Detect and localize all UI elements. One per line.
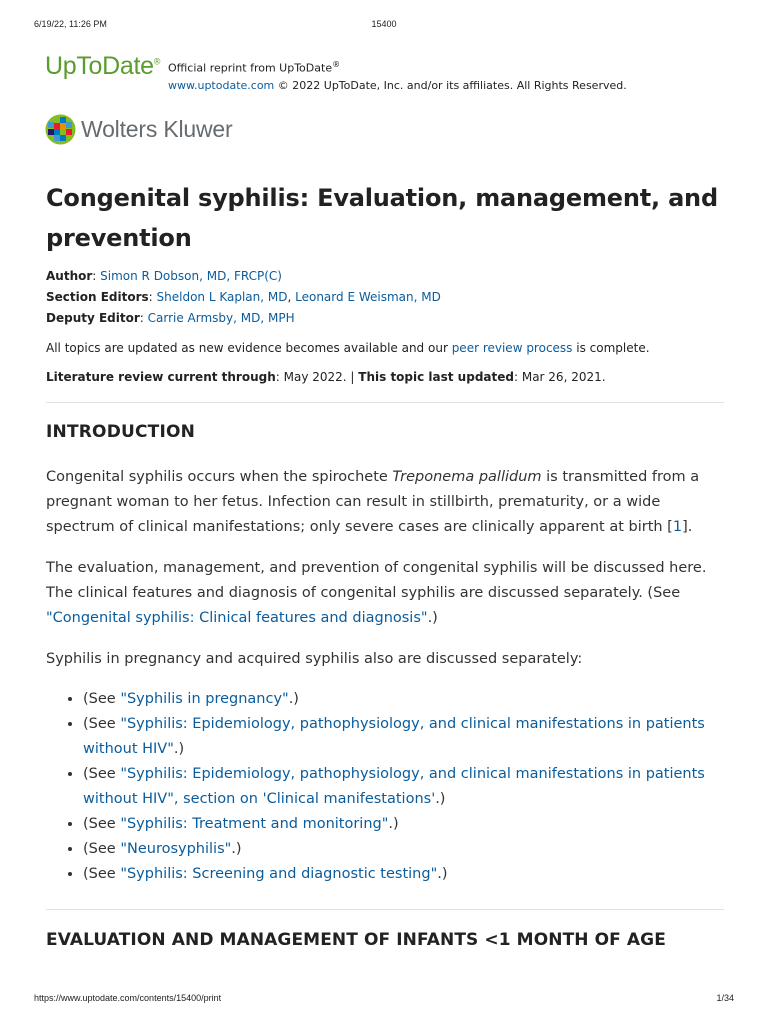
intro-paragraph-2: The evaluation, management, and prevention of congenital syphilis will be discussed here. The clinical features and diagnosis of congenital syphilis are discussed separately. (See "Congenital syphilis: Clinical features and diagnosis".) bbox=[46, 560, 707, 626]
print-footer bbox=[34, 993, 734, 1005]
print-doc-id: 15400 bbox=[371, 19, 397, 29]
section-heading-evaluation: EVALUATION AND MANAGEMENT OF INFANTS <1 MONTH OF AGE bbox=[46, 930, 666, 950]
related-topics-list bbox=[46, 687, 726, 887]
article bbox=[46, 178, 726, 951]
list-item: • (See "Syphilis in pregnancy".) bbox=[83, 687, 726, 712]
topic-link[interactable]: "Syphilis: Epidemiology, pathophysiology, and clinical manifestations in patients without HIV", section on 'Clinical manifestations' bbox=[83, 766, 705, 807]
wolters-kluwer-mosaic-icon bbox=[45, 114, 76, 145]
section-editor-link-2[interactable]: Leonard E Weisman, MD bbox=[295, 290, 441, 304]
topic-link[interactable]: "Syphilis: Treatment and monitoring" bbox=[120, 816, 389, 832]
deputy-editor-line: Deputy Editor: Carrie Armsby, MD, MPH bbox=[46, 311, 295, 325]
page-title: Congenital syphilis: Evaluation, management, and prevention bbox=[46, 184, 718, 252]
intro-paragraph-1: Congenital syphilis occurs when the spirochete Treponema pallidum is transmitted from a pregnant woman to her fetus. Infection can result in stillbirth, prematurity, or a wide spectrum of clinical manifestations; only severe cases are clinically apparent at birth [1]. bbox=[46, 469, 700, 535]
deputy-editor-link[interactable]: Carrie Armsby, MD, MPH bbox=[147, 311, 295, 325]
print-url: https://www.uptodate.com/contents/15400/print bbox=[34, 993, 222, 1003]
wolters-kluwer-wordmark: Wolters Kluwer bbox=[81, 116, 233, 142]
reference-link-1[interactable]: 1 bbox=[672, 519, 683, 535]
topic-link[interactable]: "Neurosyphilis" bbox=[120, 841, 232, 857]
site-link[interactable]: www.uptodate.com bbox=[168, 78, 275, 92]
section-editors-line: Section Editors: Sheldon L Kaplan, MD, Leonard E Weisman, MD bbox=[46, 290, 441, 304]
author-line: Author: Simon R Dobson, MD, FRCP(C) bbox=[46, 269, 282, 283]
list-item: • (See "Syphilis: Screening and diagnostic testing".) bbox=[83, 862, 726, 887]
update-note: All topics are updated as new evidence becomes available and our peer review process is complete. bbox=[46, 341, 650, 355]
uptodate-logo[interactable]: UpToDate® bbox=[45, 52, 161, 80]
section-editor-link-1[interactable]: Sheldon L Kaplan, MD bbox=[156, 290, 288, 304]
divider bbox=[46, 402, 724, 403]
list-item: • (See "Syphilis: Epidemiology, pathophysiology, and clinical manifestations in patients without HIV".) bbox=[83, 712, 726, 762]
peer-review-link[interactable]: peer review process bbox=[451, 341, 573, 355]
list-item: • (See "Syphilis: Treatment and monitoring".) bbox=[83, 812, 726, 837]
print-page-number: 1/34 bbox=[716, 993, 734, 1003]
copyright-text: © 2022 UpToDate, Inc. and/or its affiliates. All Rights Reserved. bbox=[274, 78, 627, 92]
reprint-line: Official reprint from UpToDate bbox=[168, 61, 333, 75]
list-item: • (See "Neurosyphilis".) bbox=[83, 837, 726, 862]
print-header bbox=[34, 19, 734, 31]
topic-link[interactable]: "Syphilis in pregnancy" bbox=[120, 691, 289, 707]
review-dates: Literature review current through: May 2022. | This topic last updated: Mar 26, 2021. bbox=[46, 370, 606, 384]
article-meta bbox=[46, 266, 726, 329]
lit-review-label: Literature review current through bbox=[46, 370, 276, 384]
last-updated-label: This topic last updated bbox=[358, 370, 514, 384]
topic-link[interactable]: "Syphilis: Screening and diagnostic testing" bbox=[120, 866, 438, 882]
topic-link[interactable]: "Syphilis: Epidemiology, pathophysiology, and clinical manifestations in patients without HIV" bbox=[83, 716, 705, 757]
author-link[interactable]: Simon R Dobson, MD, FRCP(C) bbox=[100, 269, 282, 283]
reprint-notice: Official reprint from UpToDate® www.uptodate.com © 2022 UpToDate, Inc. and/or its affiliates. All Rights Reserved. bbox=[168, 60, 627, 92]
divider bbox=[46, 909, 724, 910]
topic-link-clinical-features[interactable]: "Congenital syphilis: Clinical features and diagnosis" bbox=[46, 610, 428, 626]
section-heading-introduction: INTRODUCTION bbox=[46, 422, 196, 442]
list-item: • (See "Syphilis: Epidemiology, pathophysiology, and clinical manifestations in patients without HIV", section on 'Clinical manifestations'.) bbox=[83, 762, 726, 812]
intro-paragraph-3: Syphilis in pregnancy and acquired syphilis also are discussed separately: bbox=[46, 651, 583, 667]
print-datetime: 6/19/22, 11:26 PM bbox=[34, 19, 107, 29]
